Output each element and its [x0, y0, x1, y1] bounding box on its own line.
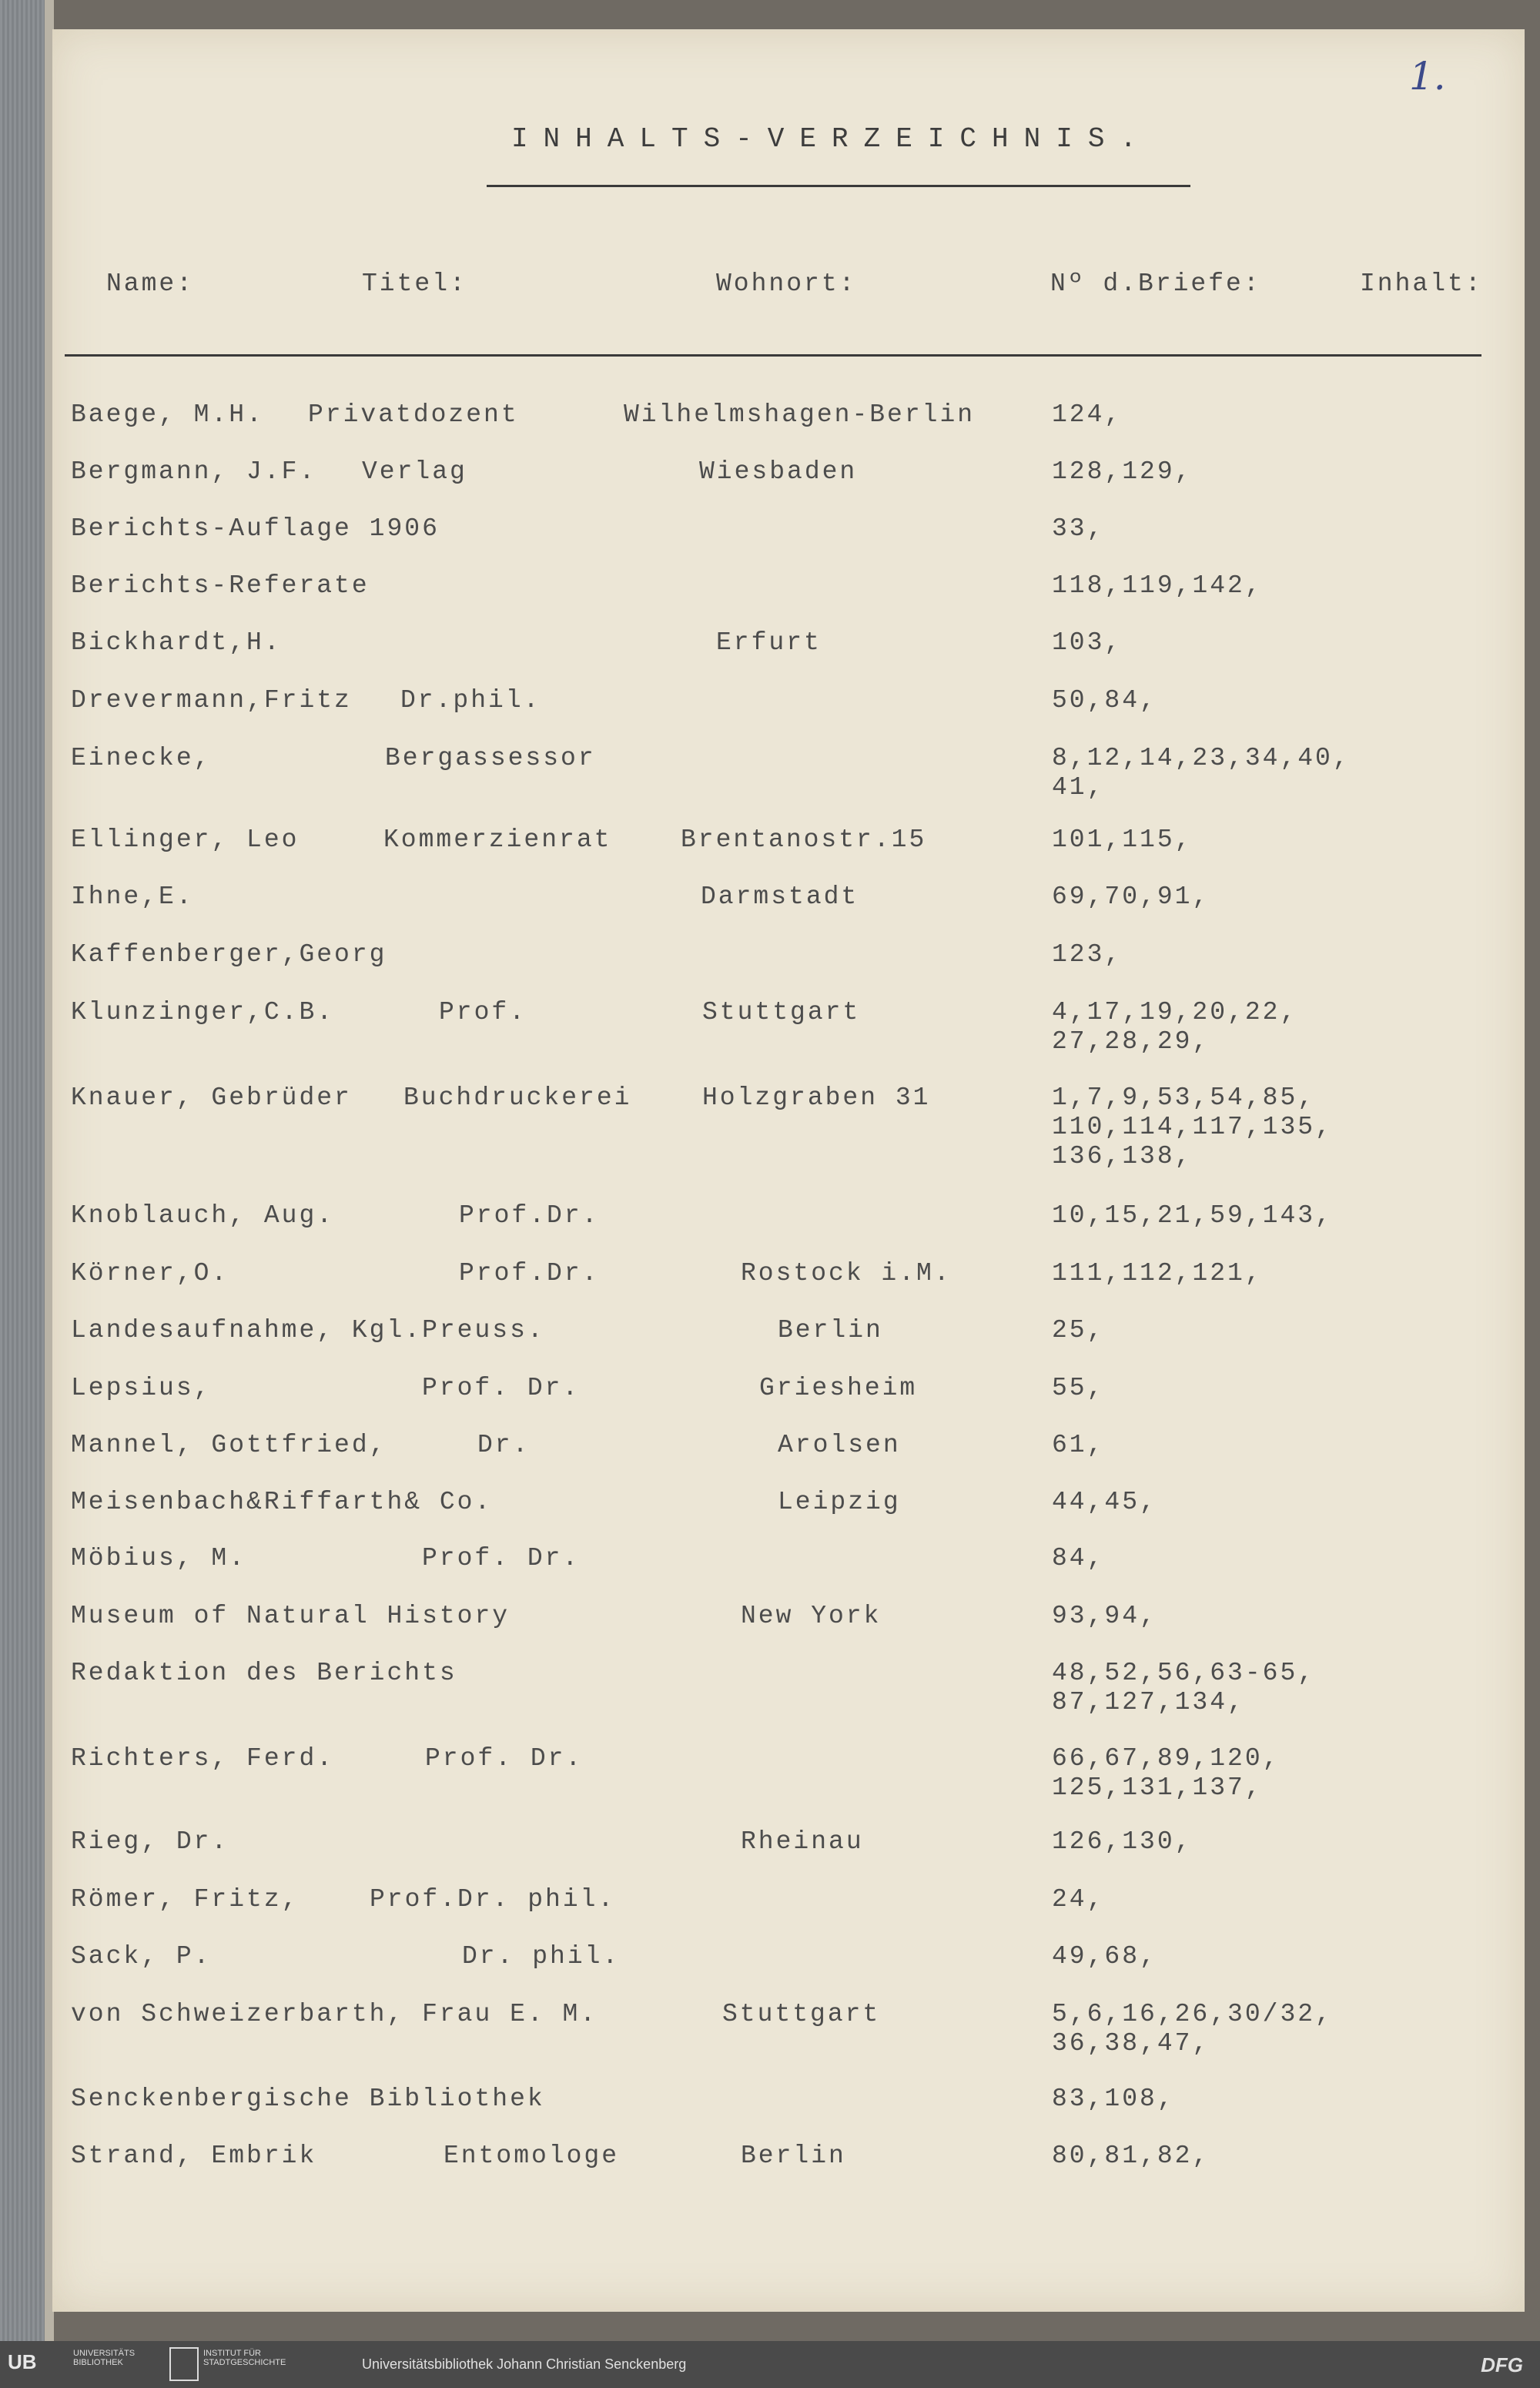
- entry-briefe: 49,68,: [1052, 1942, 1157, 1971]
- page-number: 1.: [1409, 54, 1446, 99]
- entry-name: Möbius, M.: [71, 1544, 247, 1572]
- entry-briefe: 5,6,16,26,30/32, 36,38,47,: [1052, 2000, 1333, 2058]
- entry-briefe: 48,52,56,63-65, 87,127,134,: [1052, 1659, 1316, 1716]
- entry-wohnort: Griesheim: [759, 1374, 918, 1402]
- entry-wohnort: Rostock i.M.: [741, 1259, 952, 1288]
- entry-wohnort: Leipzig: [778, 1488, 901, 1516]
- entry-name: Landesaufnahme, Kgl.Preuss.: [71, 1316, 545, 1345]
- footer-credit: Universitätsbibliothek Johann Christian Senckenberg: [362, 2356, 687, 2372]
- entry-name: Klunzinger,C.B.: [71, 998, 335, 1027]
- entry-briefe: 124,: [1052, 400, 1123, 429]
- entry-name: Ihne,E.: [71, 883, 194, 911]
- entry-wohnort: Berlin: [741, 2142, 846, 2170]
- entry-briefe: 123,: [1052, 940, 1123, 969]
- column-header-inhalt: Inhalt:: [1360, 270, 1483, 298]
- entry-name: Berichts-Auflage 1906: [71, 514, 440, 543]
- entry-name: Lepsius,: [71, 1374, 212, 1402]
- column-header-wohnort: Wohnort:: [716, 270, 857, 298]
- entry-titel: Buchdruckerei: [403, 1083, 632, 1112]
- entry-name: Mannel, Gottfried,: [71, 1431, 387, 1459]
- entry-briefe: 69,70,91,: [1052, 883, 1210, 911]
- entry-wohnort: Rheinau: [741, 1827, 864, 1856]
- entry-titel: Prof.Dr.: [459, 1201, 600, 1230]
- entry-wohnort: Brentanostr.15: [681, 826, 927, 854]
- entry-name: Körner,O.: [71, 1259, 229, 1288]
- entry-wohnort: Stuttgart: [722, 2000, 881, 2028]
- entry-wohnort: Wiesbaden: [699, 457, 858, 486]
- entry-briefe: 93,94,: [1052, 1602, 1157, 1630]
- dfg-logo: DFG: [1481, 2353, 1523, 2376]
- entry-wohnort: New York: [741, 1602, 882, 1630]
- entry-briefe: 4,17,19,20,22, 27,28,29,: [1052, 998, 1298, 1056]
- entry-name: Sack, P.: [71, 1942, 212, 1971]
- entry-wohnort: Berlin: [778, 1316, 883, 1345]
- entry-briefe: 1,7,9,53,54,85, 110,114,117,135, 136,138,: [1052, 1083, 1333, 1171]
- entry-name: Baege, M.H.: [71, 400, 264, 429]
- entry-titel: Prof. Dr.: [422, 1544, 581, 1572]
- entry-name: Drevermann,Fritz: [71, 686, 352, 715]
- entry-briefe: 55,: [1052, 1374, 1105, 1402]
- entry-name: Römer, Fritz,: [71, 1885, 300, 1914]
- entry-name: Knoblauch, Aug.: [71, 1201, 335, 1230]
- entry-titel: Privatdozent: [308, 400, 519, 429]
- entry-name: Kaffenberger,Georg: [71, 940, 387, 969]
- entry-briefe: 44,45,: [1052, 1488, 1157, 1516]
- entry-briefe: 10,15,21,59,143,: [1052, 1201, 1333, 1230]
- entry-briefe: 24,: [1052, 1885, 1105, 1914]
- entry-briefe: 84,: [1052, 1544, 1105, 1572]
- entry-titel: Dr.: [477, 1431, 531, 1459]
- institute-logo-icon: [169, 2347, 199, 2381]
- entry-briefe: 126,130,: [1052, 1827, 1193, 1856]
- entry-wohnort: Darmstadt: [701, 883, 859, 911]
- entry-briefe: 66,67,89,120, 125,131,137,: [1052, 1744, 1281, 1802]
- column-header-name: Name:: [106, 270, 195, 298]
- entry-titel: Prof.Dr.: [459, 1259, 600, 1288]
- entry-titel: Dr. phil.: [462, 1942, 621, 1971]
- entry-briefe: 83,108,: [1052, 2085, 1175, 2113]
- entry-wohnort: Holzgraben 31: [702, 1083, 931, 1112]
- entry-briefe: 128,129,: [1052, 457, 1193, 486]
- entry-wohnort: Stuttgart: [702, 998, 861, 1027]
- entry-name: Richters, Ferd.: [71, 1744, 335, 1773]
- ub-logo-text: UNIVERSITÄTS BIBLIOTHEK: [73, 2349, 136, 2367]
- entry-briefe: 8,12,14,23,34,40, 41,: [1052, 744, 1351, 802]
- entry-titel: Dr.phil.: [400, 686, 541, 715]
- entry-briefe: 25,: [1052, 1316, 1105, 1345]
- entry-titel: Kommerzienrat: [383, 826, 612, 854]
- entry-name: Senckenbergische Bibliothek: [71, 2085, 545, 2113]
- entry-name: Einecke,: [71, 744, 212, 772]
- entry-briefe: 111,112,121,: [1052, 1259, 1263, 1288]
- entry-name: Meisenbach&Riffarth& Co.: [71, 1488, 493, 1516]
- institute-logo-text: INSTITUT FÜR STADTGESCHICHTE: [203, 2349, 286, 2367]
- entry-name: Knauer, Gebrüder: [71, 1083, 352, 1112]
- page-title: INHALTS-VERZEICHNIS.: [511, 123, 1153, 155]
- entry-titel: Prof. Dr.: [422, 1374, 581, 1402]
- entry-name: Berichts-Referate: [71, 571, 370, 600]
- entry-wohnort: Wilhelmshagen-Berlin: [624, 400, 976, 429]
- column-header-briefe: Nº d.Briefe:: [1050, 270, 1261, 298]
- entry-briefe: 101,115,: [1052, 826, 1193, 854]
- column-header-titel: Titel:: [362, 270, 467, 298]
- entry-name: Bergmann, J.F.: [71, 457, 317, 486]
- entry-titel: Prof.Dr. phil.: [370, 1885, 616, 1914]
- entry-briefe: 33,: [1052, 514, 1105, 543]
- header-rule: [65, 354, 1481, 357]
- entry-wohnort: Erfurt: [716, 628, 822, 657]
- entry-briefe: 61,: [1052, 1431, 1105, 1459]
- entry-titel: Bergassessor: [385, 744, 596, 772]
- entry-titel: Entomologe: [444, 2142, 620, 2170]
- entry-name: Bickhardt,H.: [71, 628, 282, 657]
- entry-briefe: 80,81,82,: [1052, 2142, 1210, 2170]
- entry-name: Rieg, Dr.: [71, 1827, 229, 1856]
- entry-titel: Verlag: [362, 457, 467, 486]
- entry-name: Strand, Embrik: [71, 2142, 317, 2170]
- entry-name: Redaktion des Berichts: [71, 1659, 457, 1687]
- entry-briefe: 50,84,: [1052, 686, 1157, 715]
- entry-briefe: 118,119,142,: [1052, 571, 1263, 600]
- entry-briefe: 103,: [1052, 628, 1123, 657]
- entry-name: Museum of Natural History: [71, 1602, 511, 1630]
- entry-name: von Schweizerbarth, Frau E. M.: [71, 2000, 598, 2028]
- entry-titel: Prof. Dr.: [425, 1744, 584, 1773]
- ub-logo: UB: [8, 2350, 37, 2373]
- entry-name: Ellinger, Leo: [71, 826, 300, 854]
- entry-titel: Prof.: [439, 998, 527, 1027]
- book-binding: [0, 0, 49, 2341]
- title-underline: [487, 185, 1190, 187]
- entry-wohnort: Arolsen: [778, 1431, 901, 1459]
